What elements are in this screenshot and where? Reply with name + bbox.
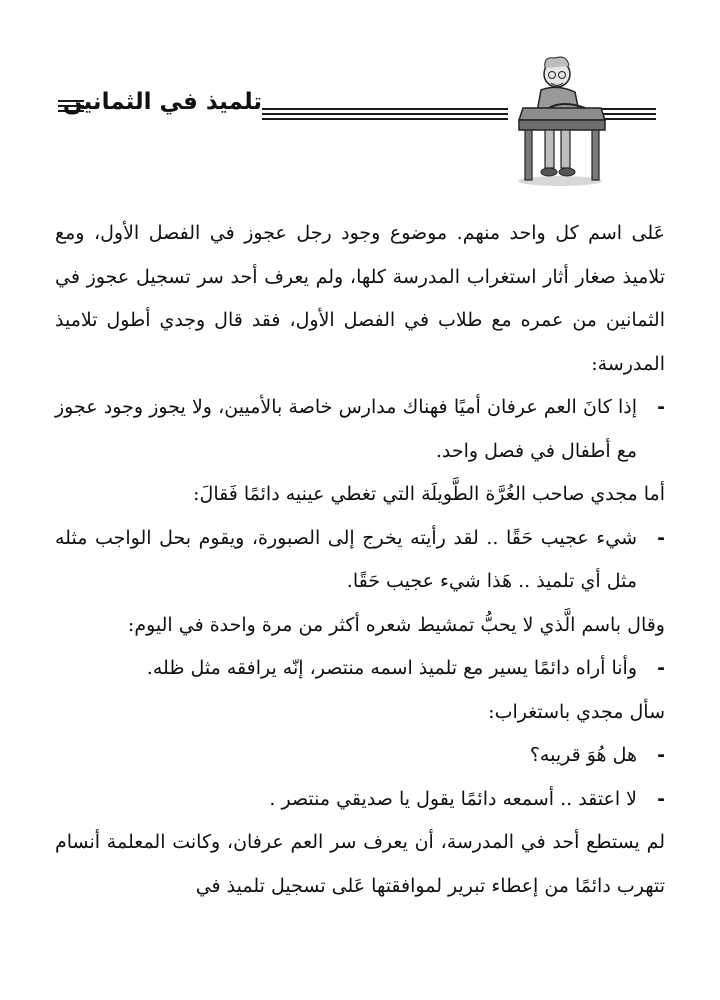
old-man-at-desk-icon	[505, 50, 610, 190]
title-rule-middle	[262, 108, 508, 123]
dialogue-dash: -	[657, 396, 665, 418]
chapter-title: تلميذ في الثمانين	[62, 89, 262, 115]
chapter-header	[0, 0, 720, 150]
dialogue-text: لا اعتقد .. أسمعه دائمًا يقول يا صديقي منتصر .	[269, 787, 637, 810]
paragraph: أما مجدي صاحب الغُرَّة الطَّويلَة التي تغطي عينيه دائمًا فَقالَ:	[193, 483, 665, 505]
dialogue-dash: -	[657, 744, 665, 766]
dialogue-text: وأنا أراه دائمًا يسير مع تلميذ اسمه منتصر، إنّه يرافقه مثل ظله.	[146, 657, 637, 679]
dialogue-dash: -	[657, 787, 665, 810]
dialogue-line	[55, 778, 665, 822]
dialogue-line	[55, 734, 665, 778]
paragraph: سأل مجدي باستغراب:	[488, 700, 665, 723]
dialogue-dash: -	[657, 526, 665, 549]
dialogue-line	[55, 647, 665, 691]
dialogue-line	[55, 386, 665, 473]
paragraph: لم يستطع أحد في المدرسة، أن يعرف سر العم عرفان، وكانت المعلمة أنسام تتهرب دائمًا من إعطاء تبرير لموافقتها عَلى تسجيل تلميذ في	[55, 831, 665, 897]
page-body-text	[55, 212, 665, 908]
dialogue-text: إذا كانَ العم عرفان أميًا فهناك مدارس خاصة بالأميين، ولا يجوز وجود عجوز مع أطفال في فصل واحد.	[55, 396, 637, 462]
dialogue-dash: -	[657, 657, 665, 679]
paragraph: وقال باسم الَّذي لا يحبُّ تمشيط شعره أكثر من مرة واحدة في اليوم:	[127, 613, 665, 636]
dialogue-text: شيء عجيب حَقًا .. لقد رأيته يخرج إلى الصبورة، ويقوم بحل الواجب مثله مثل أي تلميذ .. هَذا شيء عجيب حَقًا.	[55, 526, 637, 592]
dialogue-text: هل هُوَ قريبه؟	[529, 744, 637, 766]
dialogue-line	[55, 517, 665, 604]
paragraph: عَلى اسم كل واحد منهم. موضوع وجود رجل عجوز في الفصل الأول، ومع تلاميذ صغار أثار استغراب المدرسة كلها، ولم يعرف أحد سر تسجيل عجوز في الثمانين من عمره مع طلاب في الفصل الأول، فقد قال وجدي أطول تلاميذ المدرسة:	[55, 222, 665, 375]
